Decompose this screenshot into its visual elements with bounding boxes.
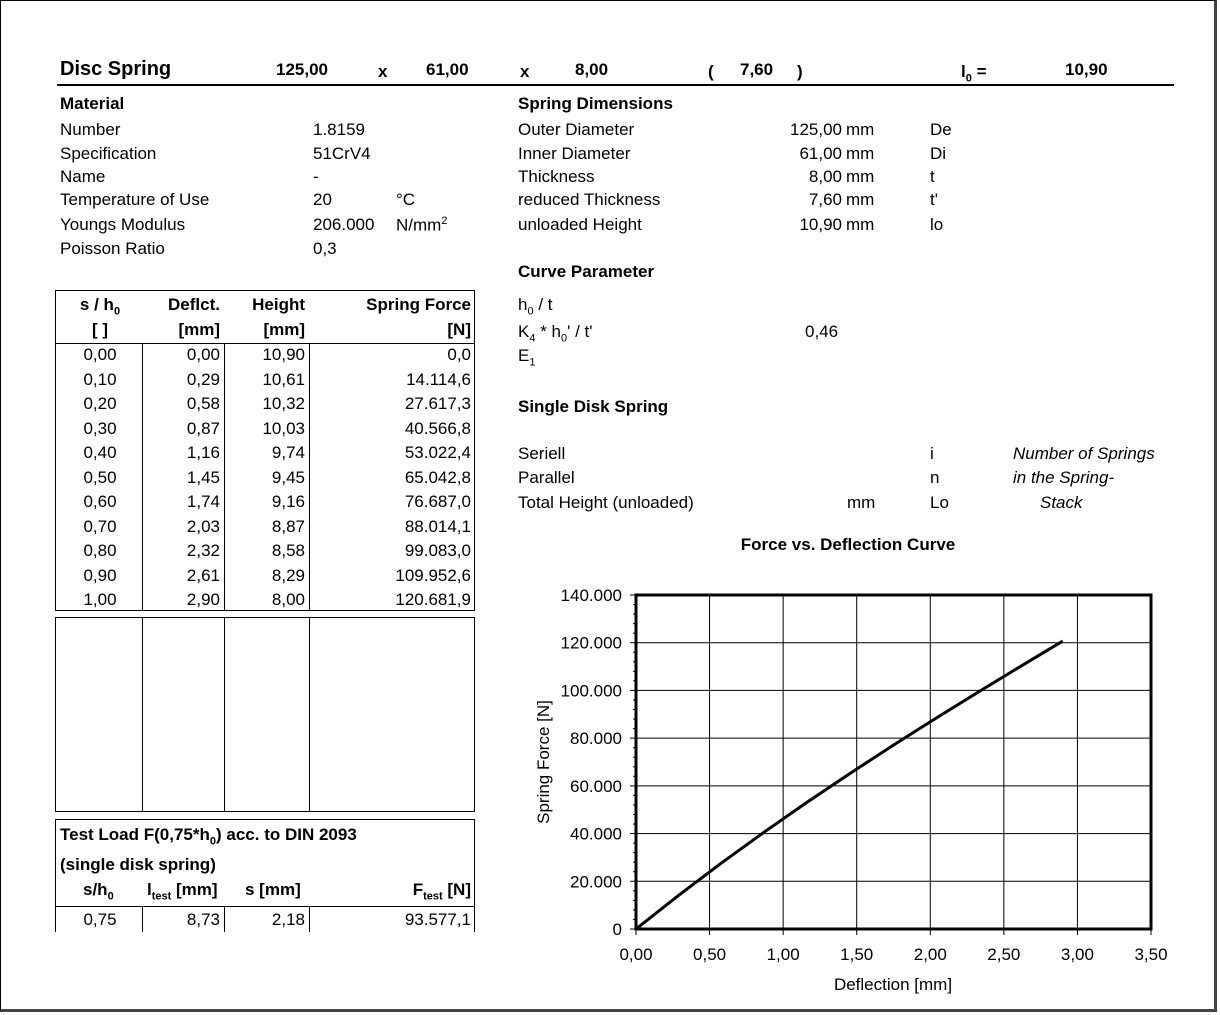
- table-cell-height: 10,32: [262, 394, 305, 413]
- curve-param-k4: $K_4 * h_0'$ / t': [518, 322, 593, 345]
- material-unit: °C: [396, 190, 416, 209]
- table-unit-sh0: [ ]: [91, 320, 109, 339]
- header-x2: x: [520, 62, 530, 81]
- chart-series-line: [636, 641, 1063, 929]
- dimension-value: 7,60: [808, 190, 842, 209]
- test-title: Test Load $F(0,75*h_0)$ acc. to DIN 2093: [60, 825, 357, 848]
- dimension-symbol: De: [930, 120, 952, 139]
- chart-plot-frame: [636, 595, 1151, 929]
- single-parallel-sym: n: [930, 468, 940, 487]
- header-reduced: 7,60: [740, 60, 774, 79]
- dimension-label: Outer Diameter: [518, 120, 635, 139]
- material-label: Name: [60, 167, 106, 186]
- table-cell-sh0: 0,90: [83, 565, 117, 585]
- material-label: Number: [60, 120, 121, 139]
- single-note-1: Number of Springs: [1013, 444, 1155, 463]
- table-cell-sh0: 0,80: [83, 541, 117, 560]
- header-inner: 61,00: [426, 60, 469, 79]
- material-title: Material: [60, 94, 125, 113]
- table-cell-sh0: 1,00: [83, 590, 117, 609]
- chart-tick-label-y: 120.000: [560, 633, 622, 653]
- chart-tick-label-y: 140.000: [560, 586, 622, 605]
- material-value: 20: [313, 190, 332, 209]
- dimension-label: unloaded Height: [518, 215, 642, 234]
- table-cell-height: 8,29: [271, 565, 305, 585]
- material-value: 51CrV4: [313, 144, 371, 163]
- table-cell-force: 53.022,4: [404, 443, 471, 462]
- dimension-label: reduced Thickness: [518, 190, 661, 209]
- single-note-2: in the Spring-: [1013, 468, 1115, 487]
- table-cell-sh0: 0,20: [83, 394, 117, 413]
- header-l0-label: $l_0$ =: [961, 62, 987, 85]
- chart-grid: [636, 595, 1151, 929]
- table-cell-deflct: 2,61: [186, 565, 220, 585]
- single-note-3: Stack: [1040, 493, 1083, 512]
- single-seriell-sym: i: [930, 444, 934, 463]
- test-col-ftest: $F_{test}$ [N]: [412, 880, 471, 903]
- table-cell-height: 8,58: [271, 541, 305, 560]
- table-head-sh0: s / $h_0$: [79, 295, 121, 318]
- chart-tick-label-y: 80.000: [570, 729, 622, 749]
- test-col-sh0: $s/h_0$: [83, 880, 114, 903]
- test-col-s: s [mm]: [245, 880, 301, 899]
- table-cell-deflct: 2,32: [186, 541, 220, 560]
- dimension-label: Inner Diameter: [518, 144, 631, 163]
- table-cell-deflct: 0,29: [186, 369, 220, 389]
- table-unit-deflct: [mm]: [178, 320, 220, 339]
- chart-tick-label-x: 0,50: [693, 945, 727, 964]
- dimensions-title: Spring Dimensions: [518, 94, 673, 113]
- single-seriell: Seriell: [518, 444, 566, 463]
- header-title: Disc Spring: [60, 58, 172, 80]
- test-subtitle: (single disk spring): [60, 855, 216, 874]
- table-cell-force: 27.617,3: [404, 394, 471, 413]
- table-cell-height: 10,61: [262, 369, 305, 389]
- table-cell-force: 0,0: [447, 345, 471, 364]
- dimension-unit: mm: [846, 190, 875, 209]
- header-x1: x: [378, 62, 388, 81]
- material-label: Poisson Ratio: [60, 239, 165, 258]
- test-val-ltest: 8,73: [186, 910, 220, 929]
- table-cell-deflct: 0,58: [186, 394, 220, 413]
- dimension-symbol: lo: [930, 215, 944, 234]
- table-cell-force: 99.083,0: [404, 541, 471, 560]
- header-l0-value: 10,90: [1065, 60, 1108, 79]
- table-cell-force: 65.042,8: [404, 467, 471, 487]
- table-cell-height: 10,90: [262, 345, 305, 364]
- table-cell-sh0: 0,30: [83, 418, 117, 438]
- table-unit-height: [mm]: [263, 320, 305, 339]
- material-value: -: [313, 167, 319, 186]
- table-cell-height: 9,74: [271, 443, 305, 462]
- dimension-label: Thickness: [518, 167, 595, 186]
- material-value: 206.000: [313, 215, 375, 234]
- table-cell-force: 76.687,0: [404, 492, 471, 511]
- table-cell-height: 8,00: [271, 590, 305, 609]
- table-cell-sh0: 0,50: [83, 467, 117, 487]
- header-outer: 125,00: [276, 60, 328, 79]
- dimension-value: 10,90: [799, 215, 842, 234]
- table-head-deflct: Deflct.: [168, 295, 220, 314]
- table-cell-deflct: 1,16: [186, 443, 220, 462]
- chart-tick-label-x: 3,50: [1134, 945, 1168, 964]
- table-cell-sh0: 0,60: [83, 492, 117, 511]
- chart-tick-label-x: 0,00: [619, 945, 653, 964]
- dimension-unit: mm: [846, 120, 875, 139]
- curve-param-k4-value: 0,46: [805, 322, 839, 341]
- test-val-ftest: 93.577,1: [404, 910, 471, 929]
- dimension-value: 125,00: [790, 120, 842, 139]
- table-cell-force: 40.566,8: [404, 418, 471, 438]
- table-cell-sh0: 0,10: [83, 369, 117, 389]
- chart-tick-label-x: 1,00: [766, 945, 800, 964]
- dimension-unit: mm: [846, 167, 875, 186]
- test-val-s: 2,18: [271, 910, 305, 929]
- chart-tick-label-y: 60.000: [570, 776, 622, 796]
- table-cell-force: 88.014,1: [404, 516, 471, 536]
- dimension-unit: mm: [846, 144, 875, 163]
- dimension-symbol: t': [930, 190, 938, 209]
- material-value: 1.8159: [313, 120, 365, 139]
- material-label: Youngs Modulus: [60, 215, 186, 234]
- header-paren-open: (: [708, 62, 714, 81]
- curve-param-e1: $E_1$: [518, 346, 536, 369]
- chart-tick-label-y: 20.000: [570, 872, 622, 892]
- chart-tick-label-x: 3,00: [1060, 945, 1094, 964]
- table-cell-deflct: 2,03: [186, 516, 220, 536]
- table-cell-deflct: 0,87: [186, 418, 220, 438]
- table-cell-deflct: 1,45: [186, 467, 220, 487]
- table-head-force: Spring Force: [366, 295, 471, 314]
- material-label: Temperature of Use: [60, 190, 210, 209]
- table-cell-height: 9,45: [271, 467, 305, 487]
- chart-tick-label-x: 2,50: [987, 945, 1021, 964]
- table-cell-deflct: 0,00: [186, 345, 220, 364]
- table-cell-deflct: 2,90: [186, 590, 220, 609]
- chart-tick-label-y: 0: [612, 920, 622, 939]
- table-unit-force: [N]: [447, 320, 471, 339]
- single-title: Single Disk Spring: [518, 397, 669, 416]
- header-paren-close: ): [797, 62, 803, 81]
- dimension-symbol: Di: [930, 144, 947, 163]
- chart-title: Force vs. Deflection Curve: [740, 535, 956, 554]
- table-cell-deflct: 1,74: [186, 492, 220, 511]
- dimension-unit: mm: [846, 215, 875, 234]
- table-cell-height: 9,16: [271, 492, 305, 511]
- chart-tick-label-x: 1,50: [840, 945, 874, 964]
- chart-tick-label-x: 2,00: [913, 945, 947, 964]
- chart-tick-label-y: 100.000: [560, 681, 622, 701]
- test-val-sh0: 0,75: [83, 910, 117, 929]
- table-cell-sh0: 0,40: [83, 443, 117, 462]
- material-unit: $N/mm^2$: [396, 215, 448, 235]
- single-total-unit: mm: [847, 493, 876, 512]
- table-cell-sh0: 0,70: [83, 516, 117, 536]
- table-cell-force: 120.681,9: [395, 590, 471, 609]
- material-label: Specification: [60, 144, 157, 163]
- table-cell-height: 10,03: [262, 418, 305, 438]
- curve-param-title: Curve Parameter: [518, 262, 655, 281]
- chart-tick-label-y: 40.000: [570, 824, 622, 844]
- header-thick: 8,00: [575, 60, 609, 79]
- material-value: 0,3: [313, 239, 337, 258]
- single-parallel: Parallel: [518, 468, 575, 487]
- table-cell-force: 109.952,6: [395, 565, 471, 585]
- single-total: Total Height (unloaded): [518, 493, 694, 512]
- table-cell-sh0: 0,00: [83, 345, 117, 364]
- curve-param-h0t: $h_0$ / t: [518, 295, 553, 318]
- chart-ylabel: Spring Force [N]: [534, 700, 553, 824]
- table-cell-height: 8,87: [271, 516, 305, 536]
- chart-xlabel: Deflection [mm]: [833, 975, 953, 994]
- table-cell-force: 14.114,6: [406, 369, 471, 389]
- dimension-symbol: t: [930, 167, 935, 186]
- dimension-value: 8,00: [808, 167, 842, 186]
- dimension-value: 61,00: [799, 144, 842, 163]
- table-head-height: Height: [252, 295, 305, 314]
- single-total-sym: Lo: [930, 493, 949, 512]
- test-col-ltest: $l_{test}$ [mm]: [147, 880, 218, 903]
